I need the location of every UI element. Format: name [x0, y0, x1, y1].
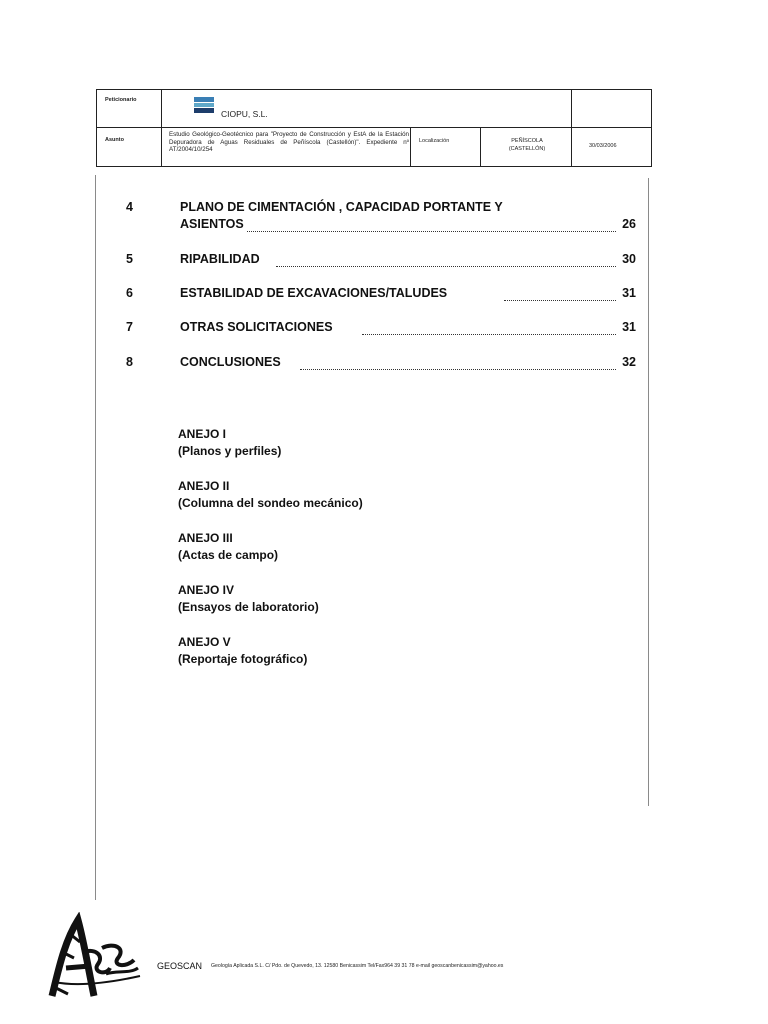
annex-item [178, 530, 278, 564]
toc-entry-title: RIPABILIDAD [180, 252, 260, 266]
annex-title: ANEJO I [178, 427, 227, 441]
annex-item [178, 634, 307, 668]
toc-entry-number: 5 [126, 252, 133, 266]
document-header-box [96, 89, 652, 167]
toc-entry-continued [126, 217, 636, 235]
toc-entry-page: 26 [622, 217, 636, 231]
toc-entry-number: 8 [126, 355, 133, 369]
header-divider [480, 128, 481, 166]
toc-leader-dots [276, 258, 616, 267]
header-divider [161, 90, 162, 166]
toc-leader-dots [300, 361, 616, 370]
annex-subtitle: (Reportaje fotográfico) [178, 652, 308, 666]
toc-entry-title: ASIENTOS [180, 217, 244, 231]
header-divider [410, 128, 411, 166]
toc-entry-title: PLANO DE CIMENTACIÓN , CAPACIDAD PORTANTE Y [180, 200, 503, 214]
toc-entry-page: 30 [622, 252, 636, 266]
toc-entry [126, 286, 636, 304]
document-date: 30/03/2006 [589, 143, 617, 149]
location-label: Localización [419, 138, 450, 144]
footer-brand: GEOSCAN [157, 961, 203, 971]
toc-leader-dots [362, 326, 616, 335]
left-margin-rule [95, 175, 96, 900]
toc-entry [126, 252, 636, 270]
toc-entry [126, 200, 636, 218]
subject-label: Asunto [105, 137, 124, 143]
right-margin-rule [648, 178, 649, 806]
subject-text: Estudio Geológico-Geotécnico para "Proyecto de Construcción y EstA de la Estación Depuradora de Aguas Residuales de Peñíscola (Castellón)". Expediente nº AT/2004/10/254 [169, 131, 409, 154]
location-line2: (CASTELLÓN) [508, 146, 546, 152]
toc-entry-number: 4 [126, 200, 133, 214]
toc-entry-number: 7 [126, 320, 133, 334]
toc-entry-page: 31 [622, 320, 636, 334]
toc-entry [126, 355, 636, 373]
annex-item [178, 478, 363, 512]
footer-contact-text: Geología Aplicada S.L. C/ Pdo. de Quevedo, 13. 12580 Benicassim Tel/Fax964 39 31 78 e-mail geoscanbenicassim@yahoo.es [211, 963, 504, 969]
ciopu-logo-icon [193, 96, 215, 114]
geoscan-logo-signature-icon [44, 912, 144, 1004]
annex-subtitle: (Columna del sondeo mecánico) [178, 496, 363, 510]
toc-entry-number: 6 [126, 286, 133, 300]
toc-leader-dots [247, 223, 616, 232]
annex-title: ANEJO III [178, 531, 233, 545]
annex-title: ANEJO V [178, 635, 231, 649]
header-divider [571, 90, 572, 166]
annex-item [178, 582, 319, 616]
company-name: CIOPU, S.L. [221, 109, 268, 119]
toc-entry-title: ESTABILIDAD DE EXCAVACIONES/TALUDES [180, 286, 448, 300]
toc-leader-dots [504, 292, 616, 301]
toc-entry-title: CONCLUSIONES [180, 355, 281, 369]
toc-entry-page: 32 [622, 355, 636, 369]
location-line1: PEÑÍSCOLA [511, 138, 543, 144]
petitioner-label: Peticionario [105, 97, 137, 103]
toc-entry [126, 320, 636, 338]
annex-subtitle: (Planos y perfiles) [178, 444, 282, 458]
annex-subtitle: (Actas de campo) [178, 548, 279, 562]
header-divider [97, 127, 651, 128]
annex-subtitle: (Ensayos de laboratorio) [178, 600, 319, 614]
annex-title: ANEJO II [178, 479, 230, 493]
toc-entry-page: 31 [622, 286, 636, 300]
toc-entry-title: OTRAS SOLICITACIONES [180, 320, 333, 334]
annex-title: ANEJO IV [178, 583, 235, 597]
annex-item [178, 426, 281, 460]
